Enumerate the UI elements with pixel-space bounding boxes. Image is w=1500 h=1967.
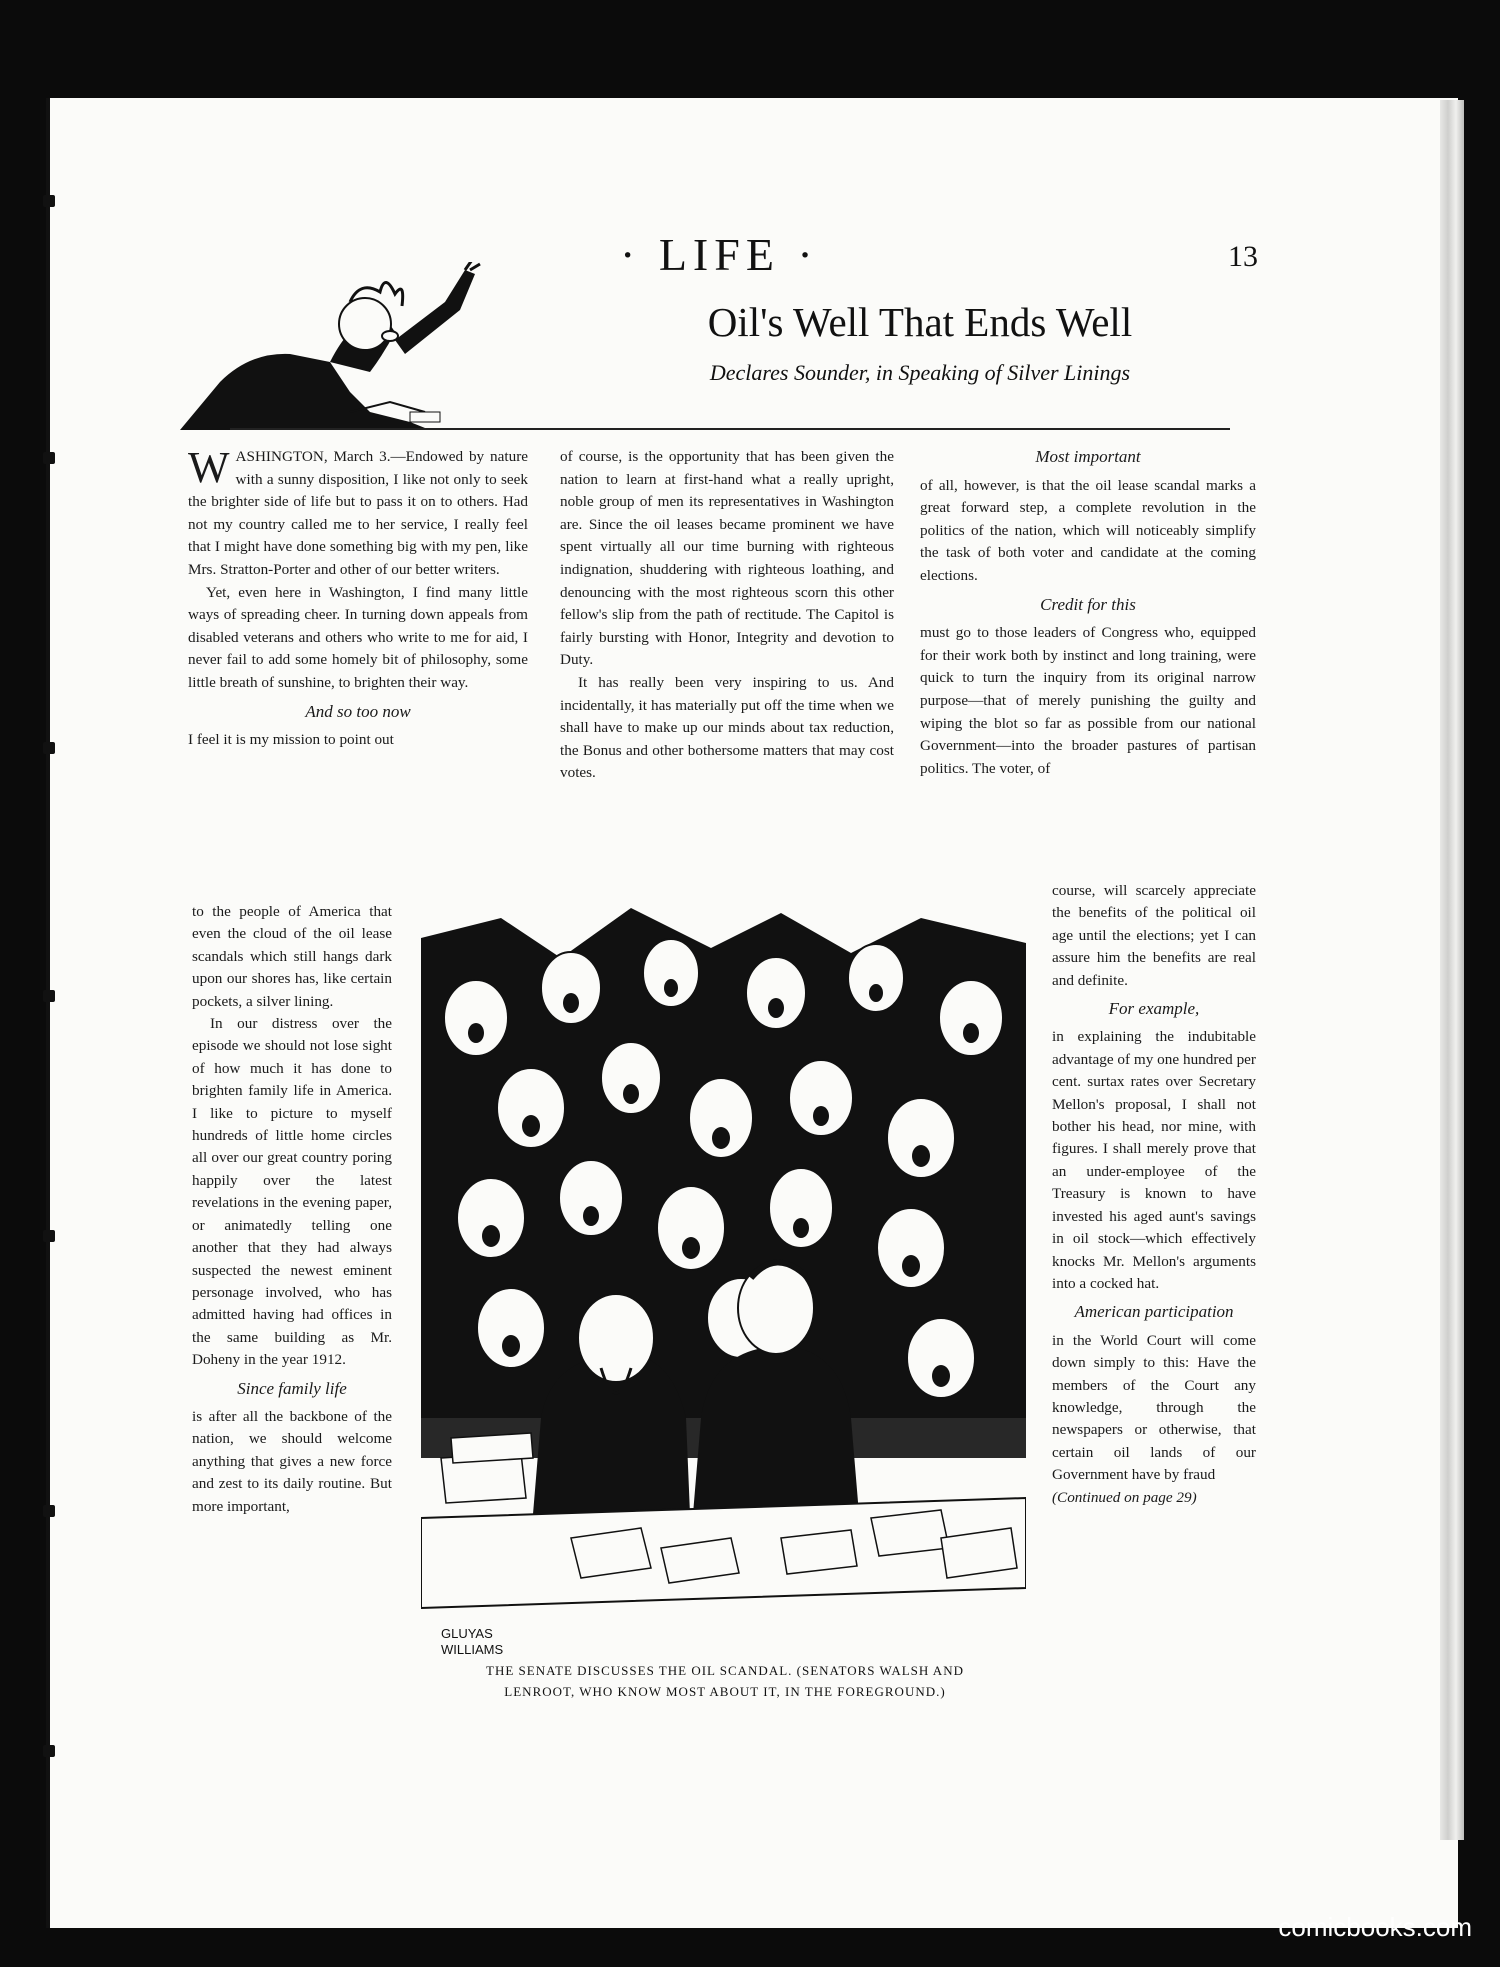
article-column-3-narrow: [1052, 880, 1256, 1509]
paragraph: to the people of America that even the cloud of the oil lease scandals which still hangs dark upon our shores has, like certain pockets, a silver lining.: [192, 903, 392, 1010]
site-watermark: comicbooks.com: [1278, 1912, 1472, 1942]
header-rule: [230, 428, 1230, 430]
illustrator-signature: GLUYAS: [441, 1626, 493, 1641]
paragraph: must go to those leaders of Congress who, equipped for their work both by instinct and long training, were quick to turn the inquiry from its original narrow purpose—that of merely punishing the guilty and wiping the blot so far as possible from our national Government—into the broader pastures of partisan politics. The voter, of: [920, 624, 1256, 777]
senate-cartoon-illustration: [421, 898, 1026, 1673]
subheading: Since family life: [237, 1378, 347, 1398]
paragraph: Yet, even here in Washington, I find many little ways of spreading cheer. In turning down appeals from disabled veterans and others who write to me for aid, I never fail to add some homely bit of philosophy, some little breath of sunshine, to brighten their way.: [188, 583, 528, 691]
paragraph: I feel it is my mission to point out: [188, 731, 394, 749]
illustration-caption: [400, 1660, 1050, 1702]
binding-hole: [43, 195, 55, 207]
paragraph: of course, is the opportunity that has been given the nation to learn at first-hand what a really upright, noble group of men its representatives in Washington are. Since the oil leases became prominent we have spent virtually all our time burning with righteous indignation, shuddering with righteous loathing, and denouncing with the most righteous scorn this other fellow's slip from the path of rectitude. The Capitol is fairly bursting with Honor, Integrity and devotion to Duty.: [560, 448, 894, 669]
drop-cap: W: [188, 443, 230, 492]
binding-hole: [43, 742, 55, 754]
paragraph: It has really been very inspiring to us. And incidentally, it has materially put off the time when we shall have to make up our minds about tax reduction, the Bonus and other bothersome matters that may cost votes.: [560, 673, 894, 782]
subheading: Credit for this: [1040, 594, 1136, 614]
illustrator-signature: WILLIAMS: [441, 1642, 504, 1657]
paragraph: is after all the backbone of the nation, we should welcome anything that gives a new force and zest to its daily routine. But more important,: [192, 1407, 392, 1515]
paragraph: in explaining the indubitable advantage of my one hundred per cent. surtax rates over Secretary Mellon's proposal, I shall not bother his head, nor mine, with figures. I shall merely prove that an under-employee of the Treasury is known to have invested his aged aunt's savings in oil stock—which effectively knocks Mr. Mellon's arguments into a cocked hat.: [1052, 1028, 1256, 1292]
page-stack-edge: [1440, 100, 1464, 1840]
magazine-title: · LIFE ·: [620, 229, 819, 280]
continued-note: (Continued on page 29): [1052, 1488, 1197, 1506]
binding-hole: [43, 452, 55, 464]
subheading: For example,: [1108, 999, 1200, 1019]
paragraph: In our distress over the episode we should not lose sight of how much it has done to brighten family life in America. I like to picture to myself hundreds of little home circles all over our great country poring happily over the latest revelations in the evening paper, or animatedly telling one another that they had always suspected the newest eminent personage involved, who has admitted having had offices in the same building as Mr. Doheny in the year 1912.: [192, 1015, 392, 1369]
binding-hole: [43, 990, 55, 1002]
paragraph: of all, however, is that the oil lease scandal marks a great forward step, a complete revolution in the politics of the nation, which will noticeably simplify the task of both voter and candidate at the coming elections.: [920, 476, 1256, 584]
binding-edge: [46, 98, 50, 1928]
paragraph: course, will scarcely appreciate the benefits of the political oil age until the elections; yet I can assure him the benefits are real and definite.: [1052, 882, 1256, 989]
caption-line: THE SENATE DISCUSSES THE OIL SCANDAL. (SENATORS WALSH AND: [486, 1663, 964, 1678]
binding-hole: [43, 1230, 55, 1242]
subheading: Most important: [1035, 447, 1141, 466]
article-column-1-narrow: [192, 901, 392, 1518]
subheading: And so too now: [305, 701, 411, 721]
article-column-2: [560, 446, 894, 785]
page-number: 13: [1228, 240, 1258, 273]
subheading: American participation: [1074, 1302, 1234, 1322]
article-column-3: [920, 446, 1256, 780]
article-column-1: [188, 443, 528, 752]
caption-line: LENROOT, WHO KNOW MOST ABOUT IT, IN THE FOREGROUND.): [504, 1684, 946, 1699]
article-headline: Oil's Well That Ends Well: [707, 299, 1133, 345]
paragraph: in the World Court will come down simply to this: Have the members of the Court any knowledge, through the newspapers or otherwise, that certain oil lands of our Government have by fraud: [1052, 1331, 1256, 1484]
binding-hole: [43, 1745, 55, 1757]
binding-hole: [43, 1505, 55, 1517]
header-caricature-illustration: [180, 262, 520, 434]
article-subhead: Declares Sounder, in Speaking of Silver Linings: [709, 360, 1131, 385]
paragraph: WASHINGTON, March 3.—Endowed by nature with a sunny disposition, I like not only to seek the brighter side of life but to pass it on to others. Had not my country called me to her service, I really feel that I might have done something big with my pen, like Mrs. Stratton-Porter and other of our better writers.: [188, 443, 528, 578]
